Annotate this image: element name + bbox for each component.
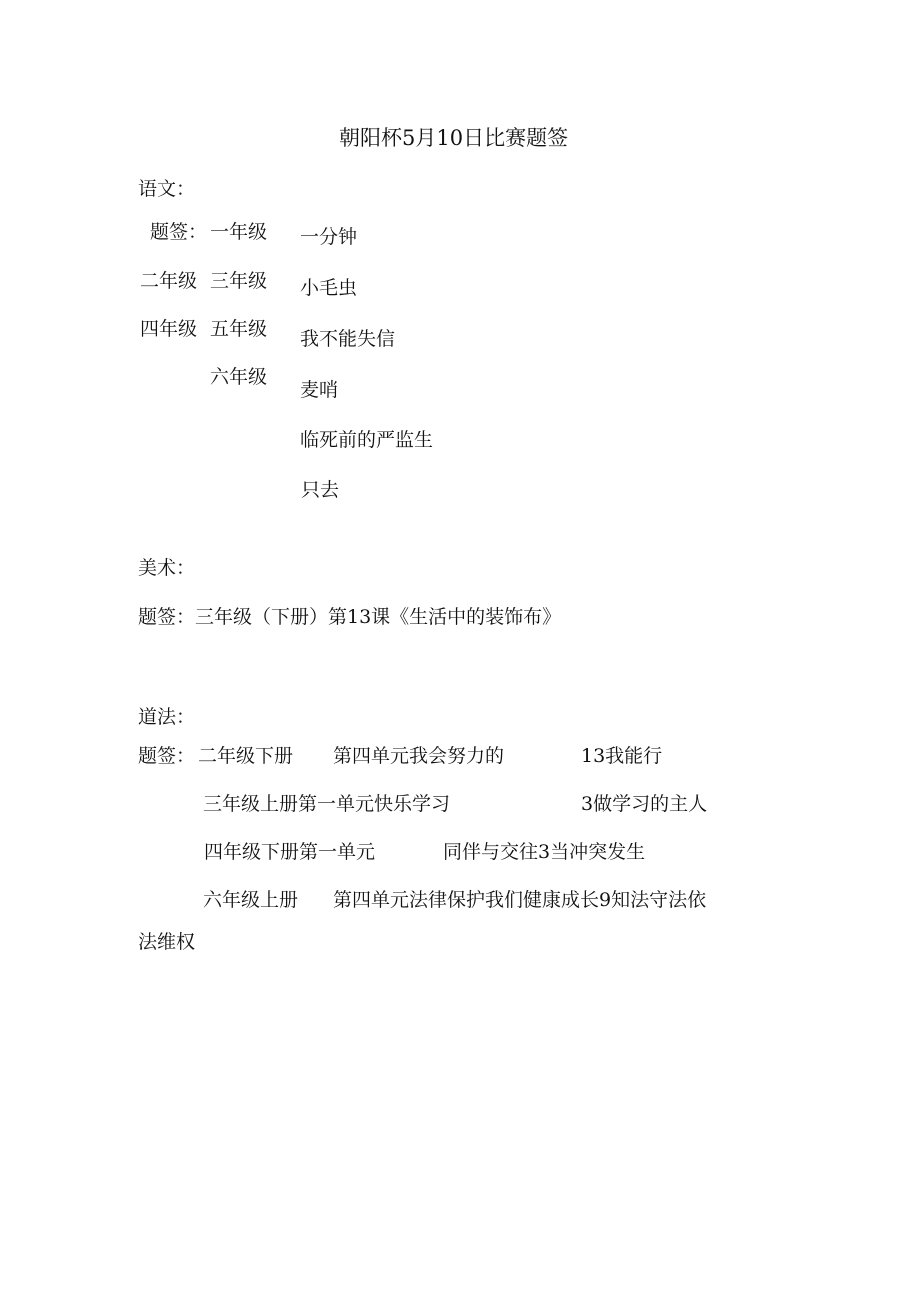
- grade-2-label: 二年级: [140, 270, 198, 292]
- grade-4-label: 四年级: [140, 318, 198, 340]
- grade-5-label: 五年级: [210, 318, 268, 340]
- chinese-text-4: 麦哨: [300, 379, 339, 401]
- chinese-text-1: 一分钟: [300, 226, 358, 248]
- morality-row-1-lesson: 13我能行: [581, 745, 663, 767]
- morality-row-3-grade: 四年级下册第一单元: [204, 841, 376, 863]
- art-section-heading: 美术：: [138, 557, 196, 579]
- art-topic-line: 题签：三年级（下册）第13课《生活中的装饰布》: [138, 606, 562, 628]
- chinese-text-5: 临死前的严监生: [300, 429, 434, 451]
- morality-row-4-continuation: 法维权: [138, 931, 196, 953]
- morality-row-4-grade: 六年级上册: [203, 889, 299, 911]
- morality-row-1-grade: 二年级下册: [198, 745, 294, 767]
- morality-section-heading: 道法：: [138, 706, 196, 728]
- chinese-section-heading: 语文：: [138, 178, 196, 200]
- morality-row-2-lesson: 3做学习的主人: [581, 793, 708, 815]
- page-title: 朝阳杯5月10日比赛题签: [339, 126, 569, 150]
- chinese-prefix: 题签：: [150, 221, 208, 243]
- grade-3-label: 三年级: [210, 270, 268, 292]
- morality-prefix: 题签：: [138, 745, 196, 767]
- morality-row-2-grade: 三年级上册第一单元快乐学习: [203, 793, 451, 815]
- chinese-text-6-clipped: [298, 476, 418, 501]
- chinese-text-2: 小毛虫: [300, 277, 358, 299]
- chinese-text-6: 只去: [301, 479, 340, 501]
- chinese-text-3: 我不能失信: [300, 328, 396, 350]
- morality-row-1-unit: 第四单元我会努力的: [333, 745, 505, 767]
- morality-row-3-unit: 同伴与交往3当冲突发生: [443, 841, 646, 863]
- grade-1-label: 一年级: [210, 221, 268, 243]
- morality-row-4-unit: 第四单元法律保护我们健康成长9知法守法依: [333, 889, 707, 911]
- grade-6-label: 六年级: [210, 366, 268, 388]
